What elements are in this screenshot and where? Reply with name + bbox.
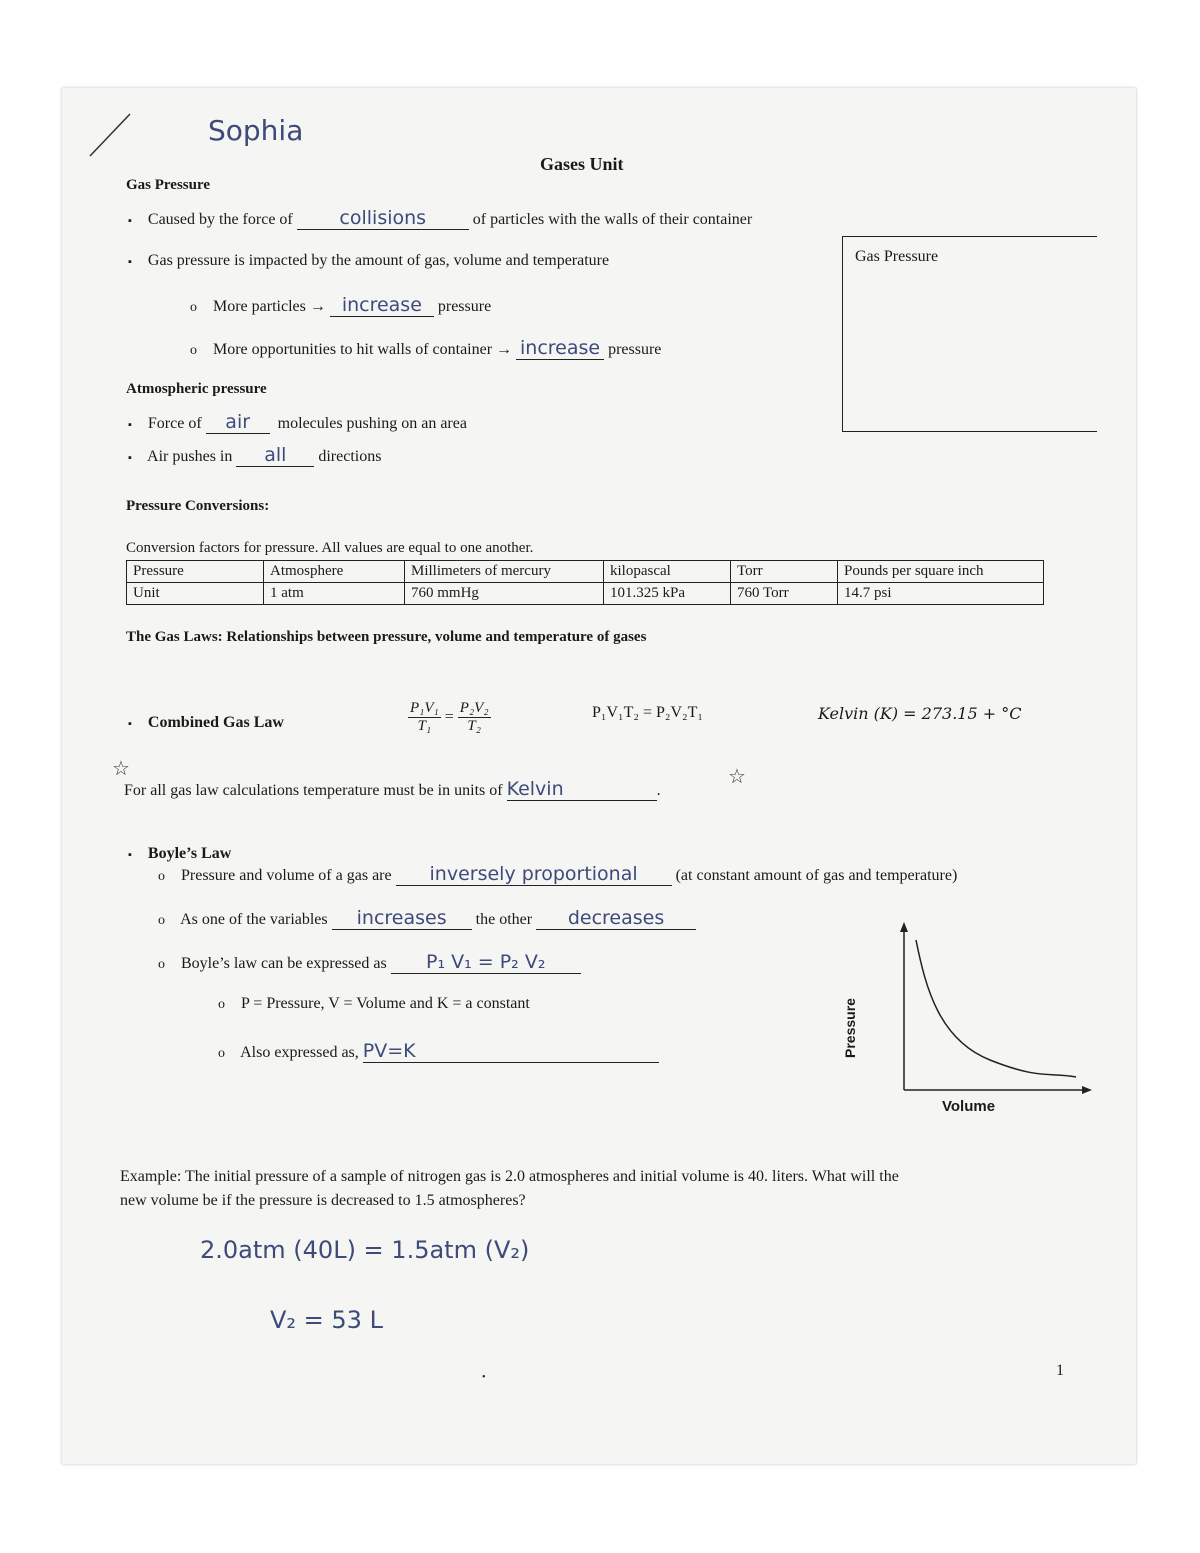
atmospheric-bullet-1: ▪ Force of air molecules pushing on an area [128, 411, 467, 433]
boyles-line-4: o P = Pressure, V = Volume and K = a constant [218, 995, 530, 1012]
boyles-line-2: o As one of the variables increases the other decreases [158, 908, 696, 930]
star-icon: ☆ [112, 758, 130, 780]
answer-increase-1: increase [330, 295, 434, 317]
table-cell: Pressure [127, 561, 264, 583]
fraction-numerator-2: P₂V₂ [459, 700, 489, 716]
gas-pressure-heading: Gas Pressure [126, 177, 211, 193]
answer-kelvin: Kelvin [507, 779, 657, 801]
gas-laws-heading: The Gas Laws: Relationships between pressure, volume and temperature of gases [126, 629, 647, 645]
answer-air: air [206, 412, 270, 434]
example-line-1: Example: The initial pressure of a sample of nitrogen gas is 2.0 atmospheres and initial volume is 40. liters. What will the [120, 1168, 899, 1185]
inverse-curve [916, 940, 1076, 1077]
equals-sign: = [444, 708, 454, 726]
student-name: Sophia [208, 114, 304, 147]
boyles-line-1: o Pressure and volume of a gas are inversely proportional (at constant amount of gas and temperature) [158, 863, 958, 885]
table-row [127, 561, 1044, 583]
answer-collisions: collisions [297, 208, 469, 230]
table-cell: kilopascal [604, 561, 731, 583]
fraction-numerator-1: P₁V₁ [410, 700, 439, 716]
star-icon: ☆ [728, 766, 746, 788]
answer-all: all [236, 445, 314, 467]
answer-decreases: decreases [536, 908, 696, 930]
fraction-denominator-1: T₁ [417, 718, 432, 734]
table-cell: 1 atm [264, 583, 405, 605]
handwritten-work-1: 2.0atm (40L) = 1.5atm (V₂) [200, 1236, 530, 1264]
answer-inversely-proportional: inversely proportional [396, 864, 672, 886]
table-cell: Atmosphere [264, 561, 405, 583]
answer-increase-2: increase [516, 338, 604, 360]
combined-gas-law-linear: P₁V₁T₂ = P₂V₂T₁ [592, 704, 703, 721]
page-title: Gases Unit [540, 154, 624, 174]
graph-x-label: Volume [942, 1098, 996, 1115]
table-row [127, 583, 1044, 605]
answer-increases: increases [332, 908, 472, 930]
table-cell: 760 mmHg [405, 583, 604, 605]
handwritten-work-2: V₂ = 53 L [270, 1306, 383, 1334]
table-cell: 101.325 kPa [604, 583, 731, 605]
example-line-2: new volume be if the pressure is decreased to 1.5 atmospheres? [120, 1192, 526, 1209]
check-mark-icon [86, 110, 136, 160]
atmospheric-heading: Atmospheric pressure [126, 381, 267, 397]
graph-y-label: Pressure [842, 998, 858, 1058]
conversions-caption: Conversion factors for pressure. All values are equal to one another. [126, 540, 534, 556]
answer-p1v1-p2v2: P₁ V₁ = P₂ V₂ [391, 952, 581, 974]
table-cell: Torr [731, 561, 838, 583]
gas-pressure-sub-2: o More opportunities to hit walls of container → increase pressure [190, 337, 662, 359]
gas-pressure-bullet-1: ▪ Caused by the force of collisions of particles with the walls of their container [128, 207, 753, 229]
boyles-line-3: o Boyle’s law can be expressed as P₁ V₁ = P₂ V₂ [158, 952, 581, 974]
boyles-law-graph [880, 920, 1100, 1100]
page-number: 1 [1056, 1362, 1064, 1379]
kelvin-formula: Kelvin (K) = 273.15 + °C [818, 704, 1022, 723]
table-cell: Millimeters of mercury [405, 561, 604, 583]
dot-mark: • [482, 1372, 486, 1383]
combined-gas-law-label: ▪ Combined Gas Law [128, 714, 284, 731]
atmospheric-bullet-2: ▪ Air pushes in all directions [128, 444, 382, 466]
gas-pressure-bullet-2: ▪ Gas pressure is impacted by the amount of gas, volume and temperature [128, 252, 610, 269]
gas-pressure-sub-1: o More particles → increase pressure [190, 294, 492, 316]
fraction-denominator-2: T₂ [467, 718, 481, 734]
boyles-law-heading: ▪ Boyle’s Law [128, 845, 232, 862]
conversion-table [126, 560, 1044, 605]
combined-gas-law-fraction [408, 700, 491, 735]
temperature-note: For all gas law calculations temperature must be in units of Kelvin . [124, 778, 661, 800]
table-cell: Pounds per square inch [838, 561, 1044, 583]
x-axis-arrow-icon [1082, 1086, 1092, 1094]
table-cell: 14.7 psi [838, 583, 1044, 605]
answer-pv-k: PV=K [363, 1041, 659, 1063]
conversions-heading: Pressure Conversions: [126, 498, 270, 514]
table-cell: 760 Torr [731, 583, 838, 605]
boyles-line-5: o Also expressed as, PV=K [218, 1041, 659, 1063]
y-axis-arrow-icon [900, 922, 908, 932]
gas-pressure-box-label: Gas Pressure [855, 248, 939, 265]
table-cell: Unit [127, 583, 264, 605]
